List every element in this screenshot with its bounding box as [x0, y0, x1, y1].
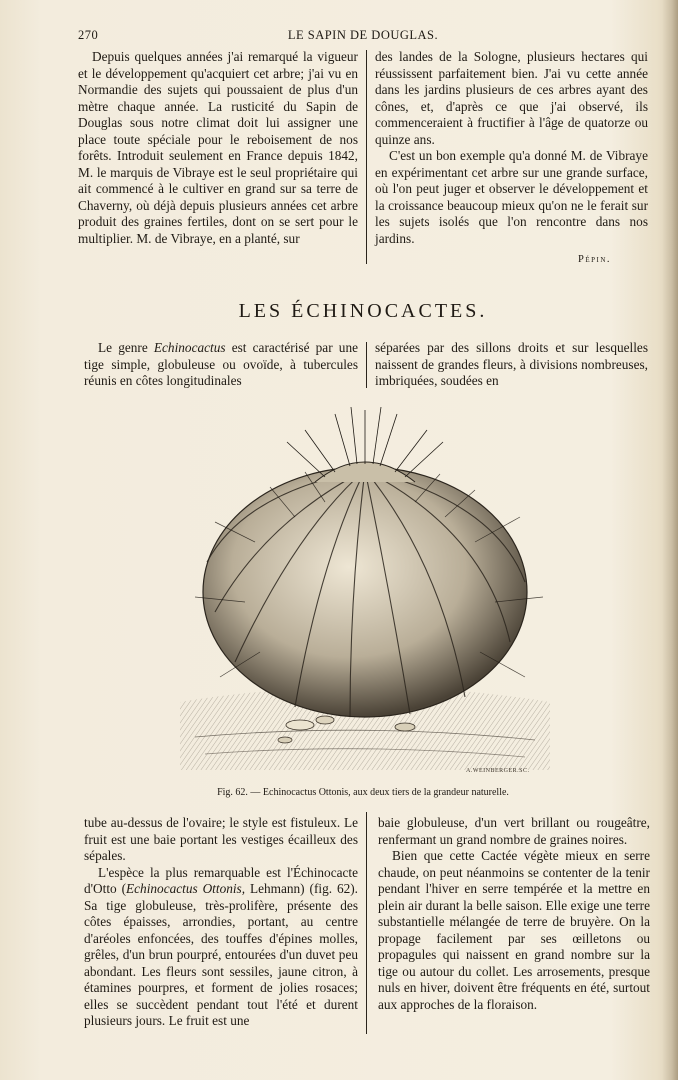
paragraph: Depuis quelques années j'ai remarqué la vigueur et le développement qu'acquiert cet arbre; j'ai vu en Normandie des sujets qui poussaient de plus d'un mètre chaque année. La rusticité du Sapin de Douglas sous notre climat doit lui assigner une place toute spéciale pour le reboisement de nos forêts. Introduit seulement en France depuis 1842, M. le marquis de Vibraye est le seul propriétaire qui ait commencé à le cultiver en grand sur sa terre de Chaverny, où déjà depuis plusieurs années cet arbre produit des graines fertiles, dont on se sert pour le multiplier. M. de Vibraye, en a planté, sur [78, 49, 358, 246]
column-rule [366, 50, 367, 264]
paragraph: tube au-dessus de l'ovaire; le style est fistuleux. Le fruit est une baie portant les vestiges écailleux des sépales. [84, 815, 358, 863]
paragraph: Bien que cette Cactée végète mieux en serre chaude, on peut néanmoins se contenter de la tenir pendant l'hiver en serre tempérée et la mettre en plein air durant la belle saison. Elle exige une terre substantielle mélangée de terre de bruyère. On la propage facilement par ses œilletons ou propagules qui naissent en grand nombre sur la tige ou autour du collet. Les arrosements, presque nuls en hiver, doivent être fréquents en été, surtout aux approches de la floraison. [378, 848, 650, 1012]
article-title: LES ÉCHINOCACTES. [238, 300, 488, 322]
top-left-column [78, 49, 358, 247]
genus-name: Echinocactus [153, 340, 226, 355]
cactus-body [195, 467, 543, 717]
engraver-signature: A.WEINBERGER.SC. [466, 768, 530, 774]
page-number: 270 [78, 28, 99, 42]
intro-right-column [375, 340, 648, 390]
bottom-right-column [378, 815, 650, 1013]
paragraph: C'est un bon exemple qu'a donné M. de Vibraye en expérimentant cet arbre sur une grande surface, où l'on peut juger et observer le développement et la croissance beaucoup mieux qu'on ne le ferait sur les sujets isolés que l'on rencontre dans nos jardins. [375, 148, 648, 246]
species-name: Echinocactus Ottonis, [126, 881, 246, 896]
paragraph: baie globuleuse, d'un vert brillant ou rougeâtre, renfermant un grand nombre de graines noires. [378, 815, 650, 847]
paragraph: des landes de la Sologne, plusieurs hectares qui réussissent parfaitement bien. J'ai vu cette année dans les jardins plusieurs de ces arbres ayant des cônes, et, d'après ce que j'ai observé, ils commenceraient à fructifier à l'âge de quatorze ou quinze ans. [375, 49, 648, 147]
cactus-crown-spines [287, 407, 443, 482]
running-header [78, 28, 648, 46]
figure-caption: Fig. 62. — Echinocactus Ottonis, aux deux tiers de la grandeur naturelle. [217, 787, 509, 798]
column-rule [366, 342, 367, 388]
column-rule [366, 812, 367, 1034]
cactus-illustration [175, 402, 555, 772]
paragraph: séparées par des sillons droits et sur lesquelles naissent de grandes fleurs, à divisions nombreuses, imbriquées, soudées en [375, 340, 648, 388]
bottom-left-column [84, 815, 358, 1030]
top-right-column [375, 49, 648, 247]
intro-left-column [84, 340, 358, 390]
cactus-engraving [175, 402, 555, 772]
paragraph: L'espèce la plus remarquable est l'Échinocacte d'Otto (Echinocactus Ottonis, Lehmann) (fig. 62). Sa tige globuleuse, très-prolifère, présente des côtes épaisses, arrondies, portant, au centre d'aréoles enfoncées, des touffes d'épines molles, grêles, d'un brun pourpré, entourées d'un duvet peu abondant. Les fleurs sont sessiles, jaune citron, à étamines pourpres, et forment de jolies rosaces; elles se succèdent pendant tout l'été et durent plusieurs jours. Le fruit est une [84, 864, 359, 1028]
page-gutter-shadow [662, 0, 678, 1080]
author-signature: Pépin. [578, 254, 612, 265]
running-title: LE SAPIN DE DOUGLAS. [287, 28, 439, 42]
paragraph: Le genre Echinocactus est caractérisé par une tige simple, globuleuse ou ovoïde, à tubercules réunis en côtes longitudinales [84, 340, 359, 388]
